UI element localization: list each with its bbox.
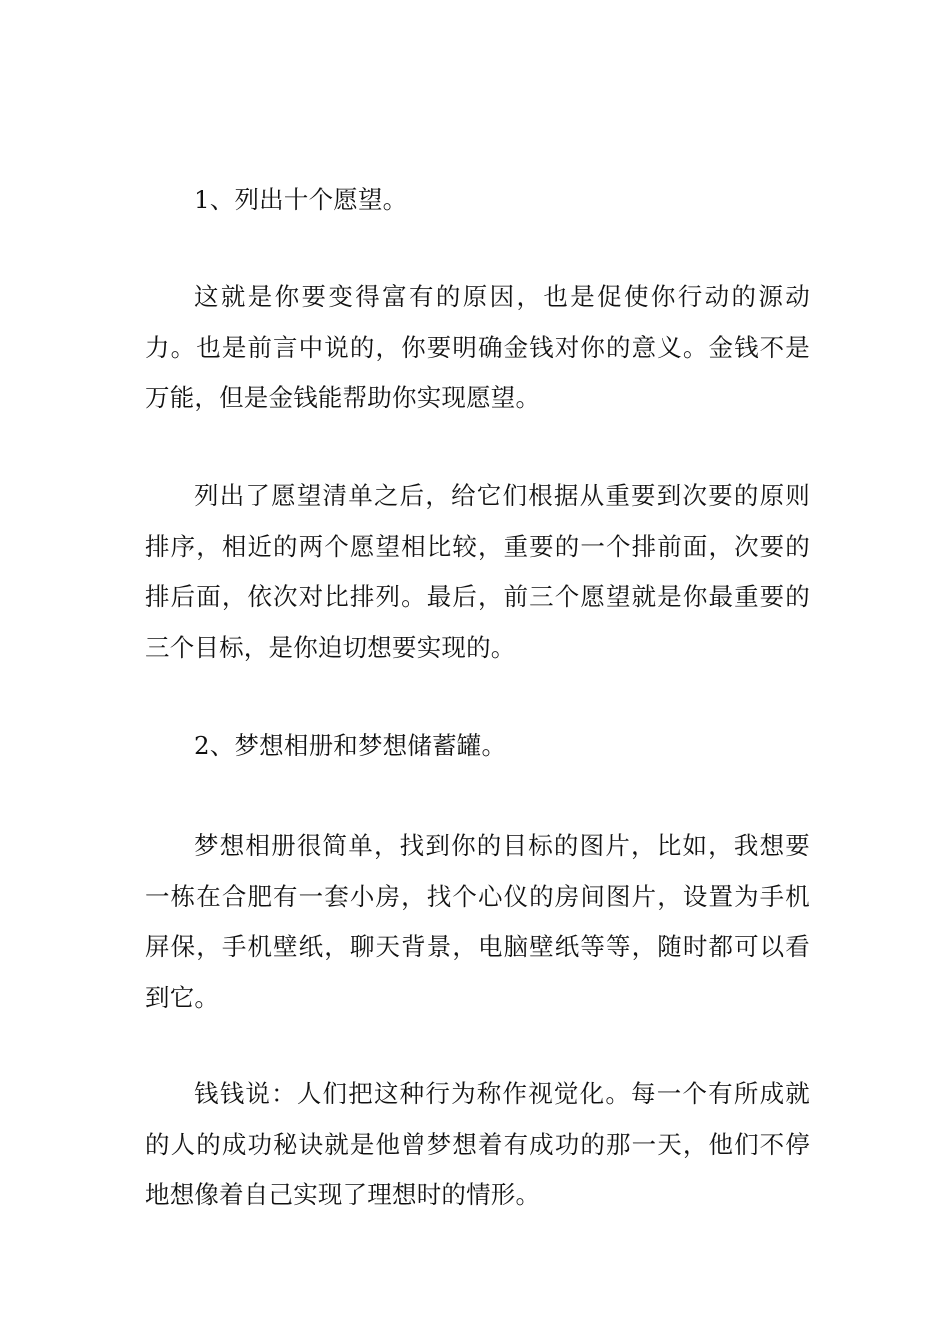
paragraph-4: 钱钱说：人们把这种行为称作视觉化。每一个有所成就的人的成功秘诀就是他曾梦想着有成功的那一天，他们不停地想像着自己实现了理想时的情形。 bbox=[145, 1079, 810, 1209]
section-heading-1: 1、列出十个愿望。 bbox=[194, 185, 408, 214]
section-heading-2: 2、梦想相册和梦想储蓄罐。 bbox=[194, 731, 507, 760]
paragraph-3: 梦想相册很简单，找到你的目标的图片，比如，我想要一栋在合肥有一套小房，找个心仪的房间图片，设置为手机屏保，手机壁纸，聊天背景，电脑壁纸等等，随时都可以看到它。 bbox=[145, 831, 810, 1012]
paragraph-1: 这就是你要变得富有的原因，也是促使你行动的源动力。也是前言中说的，你要明确金钱对你的意义。金钱不是万能，但是金钱能帮助你实现愿望。 bbox=[145, 282, 810, 412]
paragraph-2: 列出了愿望清单之后，给它们根据从重要到次要的原则排序，相近的两个愿望相比较，重要的一个排前面，次要的排后面，依次对比排列。最后，前三个愿望就是你最重要的三个目标，是你迫切想要实现的。 bbox=[145, 481, 810, 662]
